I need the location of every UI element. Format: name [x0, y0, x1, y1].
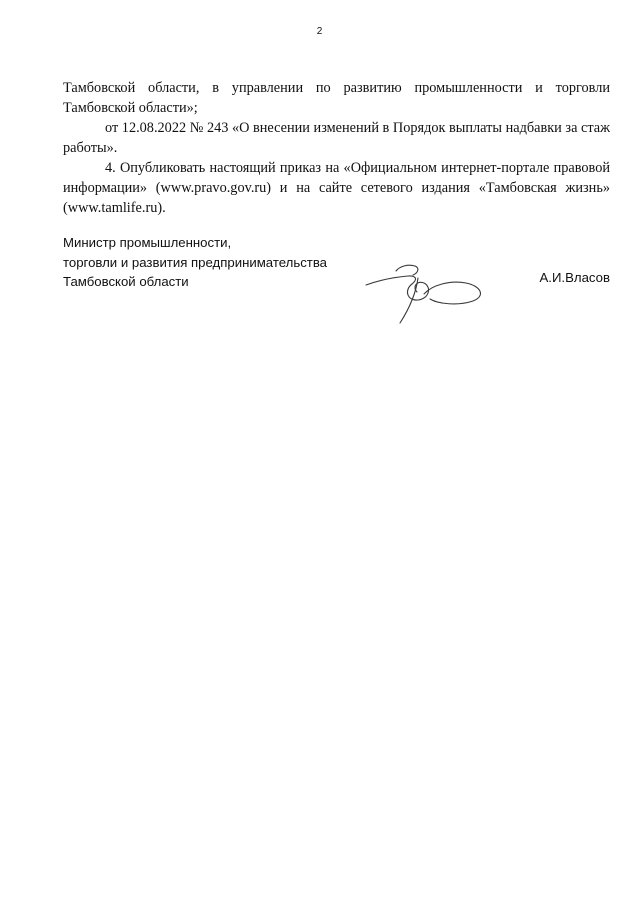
signatory-title-line: торговли и развития предпринимательства: [63, 254, 328, 270]
signatory-title-line: Тамбовской области: [63, 274, 189, 289]
page-number: 2: [316, 26, 323, 37]
signatory-title-line: Министр промышленности,: [63, 235, 232, 250]
signature-block: [63, 233, 610, 323]
handwritten-signature: [360, 249, 492, 327]
signatory-name: А.И.Власов: [539, 270, 610, 285]
paragraph-publication-clause: 4. Опубликовать настоящий приказ на «Официальном интернет-портале правовой информации» (www.pravo.gov.ru) и на сайте сетевого издания «Тамбовская жизнь» (www.tamlife.ru).: [63, 160, 610, 216]
signatory-title: [63, 233, 610, 292]
paragraph-continuation: Тамбовской области, в управлении по развитию промышленности и торговли Тамбовской области»;: [63, 80, 610, 116]
paragraph-order-reference: от 12.08.2022 № 243 «О внесении изменений в Порядок выплаты надбавки за стаж работы».: [63, 120, 610, 156]
document-body: [63, 78, 610, 218]
